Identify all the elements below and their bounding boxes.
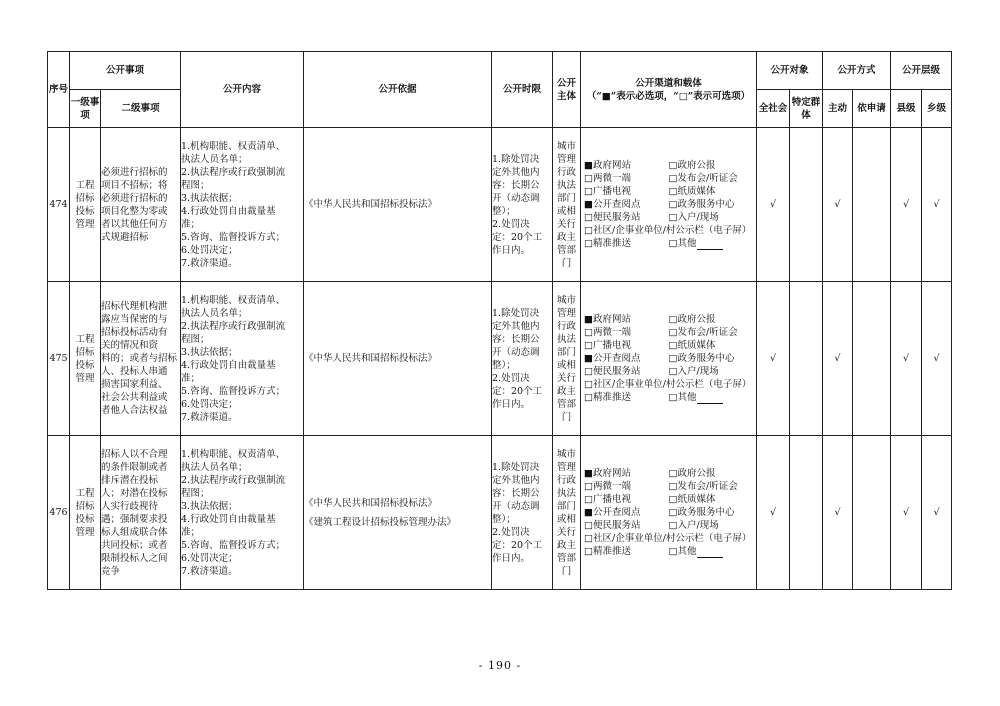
row-level2	[101, 128, 181, 282]
row-level2-line: 招标代理机构泄	[101, 301, 168, 312]
row-subject-line: 或相	[557, 205, 577, 217]
channel-option	[669, 326, 754, 339]
channel-option-label: □政府公报	[668, 160, 716, 171]
channel-option	[669, 519, 754, 532]
row-level2-line: 关的情况和资	[101, 340, 159, 351]
row-time	[492, 436, 553, 590]
row-method-active-mark: √	[823, 128, 853, 282]
channel-option-label: □精准推送	[584, 238, 631, 249]
channel-option	[584, 365, 669, 378]
row-method-request-mark	[853, 436, 891, 590]
row-content-line: 执法人员名单；	[181, 153, 248, 165]
row-subject-line: 执法	[557, 179, 577, 191]
row-content-line: 程图；	[181, 179, 210, 191]
channel-option	[669, 198, 754, 211]
row-method-request-mark	[853, 128, 891, 282]
row-time-line: 定外其他内	[492, 474, 540, 486]
row-subject-line: 关行	[557, 526, 577, 538]
row-content	[181, 282, 304, 436]
channel-option	[584, 211, 669, 224]
channel-option-label: □便民服务站	[584, 520, 641, 531]
header-channel-note: （“■”表示必选项，“□”表示可选项）	[586, 90, 751, 102]
table-row	[48, 436, 952, 590]
channel-option	[669, 352, 754, 365]
row-time-line: 容：长期公	[492, 487, 540, 499]
row-subject-line: 门	[561, 257, 572, 269]
channel-option-label: □入户/现场	[668, 212, 719, 223]
row-seq: 476	[48, 436, 70, 590]
header-basis: 公开依据	[304, 52, 492, 128]
row-time	[492, 128, 553, 282]
row-subject-line: 城市	[557, 140, 577, 152]
row-level2-line: 露应当保密的与	[101, 314, 168, 325]
row-time-line: 定外其他内	[492, 320, 540, 332]
channel-option-label: □发布会/听证会	[668, 173, 738, 184]
row-subject-line: 执法	[557, 487, 577, 499]
row-level2-line: 的条件限制或者	[101, 461, 168, 473]
row-subject-line: 或相	[557, 359, 577, 371]
header-level-county: 县级	[891, 90, 922, 128]
channel-option-label: □发布会/听证会	[668, 327, 738, 338]
row-content	[181, 436, 304, 590]
row-level1	[70, 128, 101, 282]
channel-option	[669, 467, 754, 480]
row-level-county-mark: √	[891, 436, 922, 590]
channel-option-label: □社区/企事业单位/村公示栏（电子屏）	[584, 533, 752, 544]
row-level2-line: 招标投标活动有	[101, 327, 168, 338]
channel-option-label: □社区/企事业单位/村公示栏（电子屏）	[584, 225, 752, 236]
row-method-request-mark	[853, 282, 891, 436]
channel-option	[669, 493, 754, 506]
channel-option	[669, 545, 754, 558]
row-time-line: 整）；	[492, 205, 516, 217]
row-level2-line: 式规避招标	[101, 231, 149, 243]
row-content-line: 4.行政处罚自由裁量基	[181, 205, 276, 217]
header-channel	[581, 52, 757, 128]
channel-option	[669, 339, 754, 352]
row-content-line: 执法人员名单；	[181, 461, 248, 473]
channel-option	[584, 506, 669, 519]
row-content-line: 5.咨询、监督投诉方式；	[181, 385, 286, 397]
row-subject-line: 关行	[557, 372, 577, 384]
row-content-line: 6.处罚决定；	[181, 398, 238, 410]
fill-in-blank	[697, 393, 723, 404]
channel-option	[584, 545, 669, 558]
row-subject-line: 政主	[557, 539, 577, 551]
channel-option	[669, 185, 754, 198]
channel-option	[669, 159, 754, 172]
channel-option-label: ■政府网站	[584, 314, 631, 325]
row-time-line: 定：20个工	[492, 385, 543, 397]
channel-option-label: □政府公报	[668, 468, 716, 479]
channel-option	[669, 391, 754, 404]
row-level1-line: 工程	[75, 333, 95, 345]
row-level2-line: 者他人合法权益	[101, 405, 168, 416]
row-level2-line: 标人组成联合体	[101, 526, 168, 538]
row-subject-line: 管部	[557, 552, 577, 564]
row-basis-line: 《建筑工程设计招标投标管理办法》	[304, 516, 457, 528]
channel-option	[584, 339, 669, 352]
channel-option-label: □广播电视	[584, 340, 631, 351]
row-subject-line: 部门	[557, 192, 577, 204]
channel-option	[669, 237, 754, 250]
channel-option-label: □其他	[668, 392, 697, 403]
row-subject-line: 执法	[557, 333, 577, 345]
row-seq: 474	[48, 128, 70, 282]
row-basis-line: 《中华人民共和国招标投标法》	[304, 199, 438, 210]
row-level1	[70, 282, 101, 436]
row-content-line: 7.救济渠道。	[181, 257, 238, 269]
row-level2-line: 料的；或者与招标	[101, 353, 178, 364]
row-time-line: 1.除处罚决	[492, 307, 540, 319]
row-level1-line: 招标	[75, 500, 95, 512]
row-content-line: 6.处罚决定；	[181, 552, 238, 564]
channel-option	[584, 185, 669, 198]
row-level2-line: 者以其他任何方	[101, 218, 168, 230]
row-subject-line: 管理	[557, 153, 577, 165]
row-content-line: 6.处罚决定；	[181, 244, 238, 256]
header-subject: 公开主体	[553, 52, 581, 128]
row-level2-line: 竞争	[101, 565, 121, 577]
channel-option	[669, 211, 754, 224]
row-subject-line: 城市	[557, 448, 577, 460]
row-time-line: 开（动态调	[492, 346, 540, 358]
channel-option-label: □政府公报	[668, 314, 716, 325]
row-subject	[553, 282, 581, 436]
header-level: 公开层级	[891, 52, 952, 90]
header-items: 公开事项	[70, 52, 181, 90]
row-content-line: 准；	[181, 372, 201, 384]
row-method-active-mark: √	[823, 282, 853, 436]
row-time-line: 2.处罚决	[492, 372, 530, 384]
channel-option-label: □两微一端	[584, 173, 631, 184]
header-level2: 二级事项	[101, 90, 181, 128]
channel-option	[584, 352, 669, 365]
row-content-line: 4.行政处罚自由裁量基	[181, 359, 276, 371]
fill-in-blank	[697, 239, 723, 250]
row-subject-line: 管理	[557, 461, 577, 473]
row-subject-line: 门	[561, 411, 572, 423]
channel-option	[584, 313, 669, 326]
row-subject-line: 关行	[557, 218, 577, 230]
row-time-line: 1.除处罚决	[492, 461, 540, 473]
row-level2-line: 人；对潜在投标	[101, 487, 168, 499]
channel-option-label: □广播电视	[584, 186, 631, 197]
row-time-line: 作日内。	[492, 398, 531, 410]
channel-option-label: □其他	[668, 546, 697, 557]
header-channel-title: 公开渠道和载体	[635, 77, 702, 89]
channel-option	[584, 224, 753, 237]
row-basis-line: 《中华人民共和国招标投标法》	[304, 353, 438, 364]
row-basis	[304, 436, 492, 590]
channel-option-label: □广播电视	[584, 494, 631, 505]
row-time-line: 整）；	[492, 513, 516, 525]
header-target: 公开对象	[757, 52, 823, 90]
row-subject-line: 管部	[557, 244, 577, 256]
row-time	[492, 282, 553, 436]
row-level2	[101, 282, 181, 436]
row-basis	[304, 282, 492, 436]
page-number: - 190 -	[478, 659, 522, 672]
row-level2-line: 遇；强制要求投	[101, 513, 168, 525]
row-subject-line: 门	[561, 565, 572, 577]
channel-option	[584, 237, 669, 250]
row-subject	[553, 436, 581, 590]
row-content-line: 1.机构职能、权责清单、	[181, 294, 286, 306]
header-content: 公开内容	[181, 52, 304, 128]
row-level1-line: 管理	[75, 372, 95, 384]
channel-option-label: □精准推送	[584, 546, 631, 557]
disclosure-table	[47, 51, 952, 590]
row-content-line: 7.救济渠道。	[181, 565, 238, 577]
row-level1-line: 投标	[75, 205, 95, 217]
row-content-line: 2.执法程序或行政强制流	[181, 320, 286, 332]
row-content	[181, 128, 304, 282]
channel-option-label: ■公开查阅点	[584, 353, 641, 364]
row-level1-line: 管理	[75, 526, 95, 538]
row-basis-line: 《中华人民共和国招标投标法》	[304, 497, 438, 509]
channel-option-label: □两微一端	[584, 481, 631, 492]
row-level2	[101, 436, 181, 590]
row-target-specific-mark	[790, 436, 823, 590]
channel-option-label: ■公开查阅点	[584, 507, 641, 518]
channel-option	[584, 378, 753, 391]
row-time-line: 作日内。	[492, 244, 531, 256]
row-content-line: 执法人员名单；	[181, 307, 248, 319]
row-level2-line: 项目化整为零或	[101, 205, 168, 217]
channel-option-label: □纸质媒体	[668, 494, 716, 505]
row-content-line: 准；	[181, 218, 201, 230]
row-level1	[70, 436, 101, 590]
row-level2-line: 损害国家利益、	[101, 379, 168, 390]
channel-option-label: □政务服务中心	[668, 353, 735, 364]
channel-option-label: □入户/现场	[668, 520, 719, 531]
row-content-line: 1.机构职能、权责清单、	[181, 140, 286, 152]
channel-option-label: □入户/现场	[668, 366, 719, 377]
row-target-specific-mark	[790, 128, 823, 282]
channel-option-label: □纸质媒体	[668, 186, 716, 197]
channel-option	[584, 493, 669, 506]
channel-option-label: ■政府网站	[584, 160, 631, 171]
channel-option-label: □其他	[668, 238, 697, 249]
channel-option-label: □纸质媒体	[668, 340, 716, 351]
row-time-line: 定：20个工	[492, 539, 543, 551]
row-level-town-mark: √	[922, 128, 952, 282]
row-time-line: 1.除处罚决	[492, 153, 540, 165]
row-level-county-mark: √	[891, 128, 922, 282]
channel-option-label: □便民服务站	[584, 212, 641, 223]
row-level-town-mark: √	[922, 436, 952, 590]
row-subject-line: 行政	[557, 166, 577, 178]
channel-option-label: ■公开查阅点	[584, 199, 641, 210]
row-content-line: 3.执法依据；	[181, 346, 238, 358]
row-subject-line: 部门	[557, 500, 577, 512]
row-content-line: 4.行政处罚自由裁量基	[181, 513, 276, 525]
row-subject-line: 城市	[557, 294, 577, 306]
row-channels	[581, 436, 757, 590]
channel-option	[584, 532, 753, 545]
row-time-line: 开（动态调	[492, 500, 540, 512]
row-level2-line: 项目不招标；将	[101, 179, 168, 191]
row-target-specific-mark	[790, 282, 823, 436]
row-content-line: 2.执法程序或行政强制流	[181, 474, 286, 486]
row-time-line: 作日内。	[492, 552, 531, 564]
channel-option	[584, 198, 669, 211]
row-time-line: 整）；	[492, 359, 516, 371]
row-subject-line: 或相	[557, 513, 577, 525]
row-level1-line: 招标	[75, 192, 95, 204]
row-time-line: 定外其他内	[492, 166, 540, 178]
row-time-line: 容：长期公	[492, 333, 540, 345]
channel-option-label: □政务服务中心	[668, 507, 735, 518]
channel-option-label: □两微一端	[584, 327, 631, 338]
header-seq: 序号	[48, 52, 70, 128]
row-level-county-mark: √	[891, 282, 922, 436]
row-level1-line: 招标	[75, 346, 95, 358]
channel-option	[584, 172, 669, 185]
row-subject-line: 行政	[557, 474, 577, 486]
row-level2-line: 排斥潜在投标	[101, 474, 159, 486]
channel-option	[584, 467, 669, 480]
row-content-line: 3.执法依据；	[181, 500, 238, 512]
header-target-all: 全社会	[757, 90, 790, 128]
channel-option	[669, 172, 754, 185]
row-level-town-mark: √	[922, 282, 952, 436]
header-method-active: 主动	[823, 90, 853, 128]
channel-option	[669, 506, 754, 519]
row-level1-line: 工程	[75, 179, 95, 191]
row-level1-line: 工程	[75, 487, 95, 499]
header-level-town: 乡级	[922, 90, 952, 128]
row-time-line: 容：长期公	[492, 179, 540, 191]
row-subject-line: 政主	[557, 385, 577, 397]
row-content-line: 7.救济渠道。	[181, 411, 238, 423]
table-row	[48, 128, 952, 282]
row-level2-line: 人、投标人串通	[101, 366, 168, 377]
channel-option-label: □政务服务中心	[668, 199, 735, 210]
row-content-line: 3.执法依据；	[181, 192, 238, 204]
row-subject	[553, 128, 581, 282]
row-content-line: 2.执法程序或行政强制流	[181, 166, 286, 178]
row-content-line: 程图；	[181, 333, 210, 345]
row-target-all-mark: √	[757, 436, 790, 590]
row-content-line: 程图；	[181, 487, 210, 499]
row-seq: 475	[48, 282, 70, 436]
row-time-line: 开（动态调	[492, 192, 540, 204]
row-level2-line: 人实行歧视待	[101, 500, 159, 512]
header-method: 公开方式	[823, 52, 891, 90]
row-level2-line: 共同投标；或者	[101, 539, 168, 551]
row-target-all-mark: √	[757, 128, 790, 282]
row-level1-line: 投标	[75, 513, 95, 525]
channel-option-label: ■政府网站	[584, 468, 631, 479]
header-level1: 一级事项	[70, 90, 101, 128]
header-method-request: 依申请	[853, 90, 891, 128]
row-subject-line: 管理	[557, 307, 577, 319]
row-content-line: 5.咨询、监督投诉方式；	[181, 539, 286, 551]
row-subject-line: 行政	[557, 320, 577, 332]
header-target-specific: 特定群体	[790, 90, 823, 128]
row-channels	[581, 282, 757, 436]
row-basis	[304, 128, 492, 282]
channel-option-label: □社区/企事业单位/村公示栏（电子屏）	[584, 379, 752, 390]
channel-option	[584, 326, 669, 339]
channel-option	[669, 313, 754, 326]
channel-option	[584, 480, 669, 493]
row-content-line: 1.机构职能、权责清单、	[181, 448, 286, 460]
table-row	[48, 282, 952, 436]
row-subject-line: 管部	[557, 398, 577, 410]
channel-option-label: □发布会/听证会	[668, 481, 738, 492]
row-time-line: 定：20个工	[492, 231, 543, 243]
row-level2-line: 招标人以不合理	[101, 448, 168, 460]
row-level2-line: 限制投标人之间	[101, 552, 168, 564]
row-level2-line: 必须进行招标的	[101, 192, 168, 204]
row-target-all-mark: √	[757, 282, 790, 436]
header-time: 公开时限	[492, 52, 553, 128]
row-level1-line: 管理	[75, 218, 95, 230]
row-subject-line: 部门	[557, 346, 577, 358]
row-time-line: 2.处罚决	[492, 526, 530, 538]
channel-option-label: □便民服务站	[584, 366, 641, 377]
row-content-line: 5.咨询、监督投诉方式；	[181, 231, 286, 243]
channel-option	[584, 159, 669, 172]
fill-in-blank	[697, 547, 723, 558]
channel-option-label: □精准推送	[584, 392, 631, 403]
row-level1-line: 投标	[75, 359, 95, 371]
row-level2-line: 必须进行招标的	[101, 166, 168, 178]
row-content-line: 准；	[181, 526, 201, 538]
row-channels	[581, 128, 757, 282]
row-time-line: 2.处罚决	[492, 218, 530, 230]
row-subject-line: 政主	[557, 231, 577, 243]
channel-option	[584, 519, 669, 532]
channel-option	[584, 391, 669, 404]
channel-option	[669, 480, 754, 493]
channel-option	[669, 365, 754, 378]
row-method-active-mark: √	[823, 436, 853, 590]
row-level2-line: 社会公共利益或	[101, 392, 168, 403]
